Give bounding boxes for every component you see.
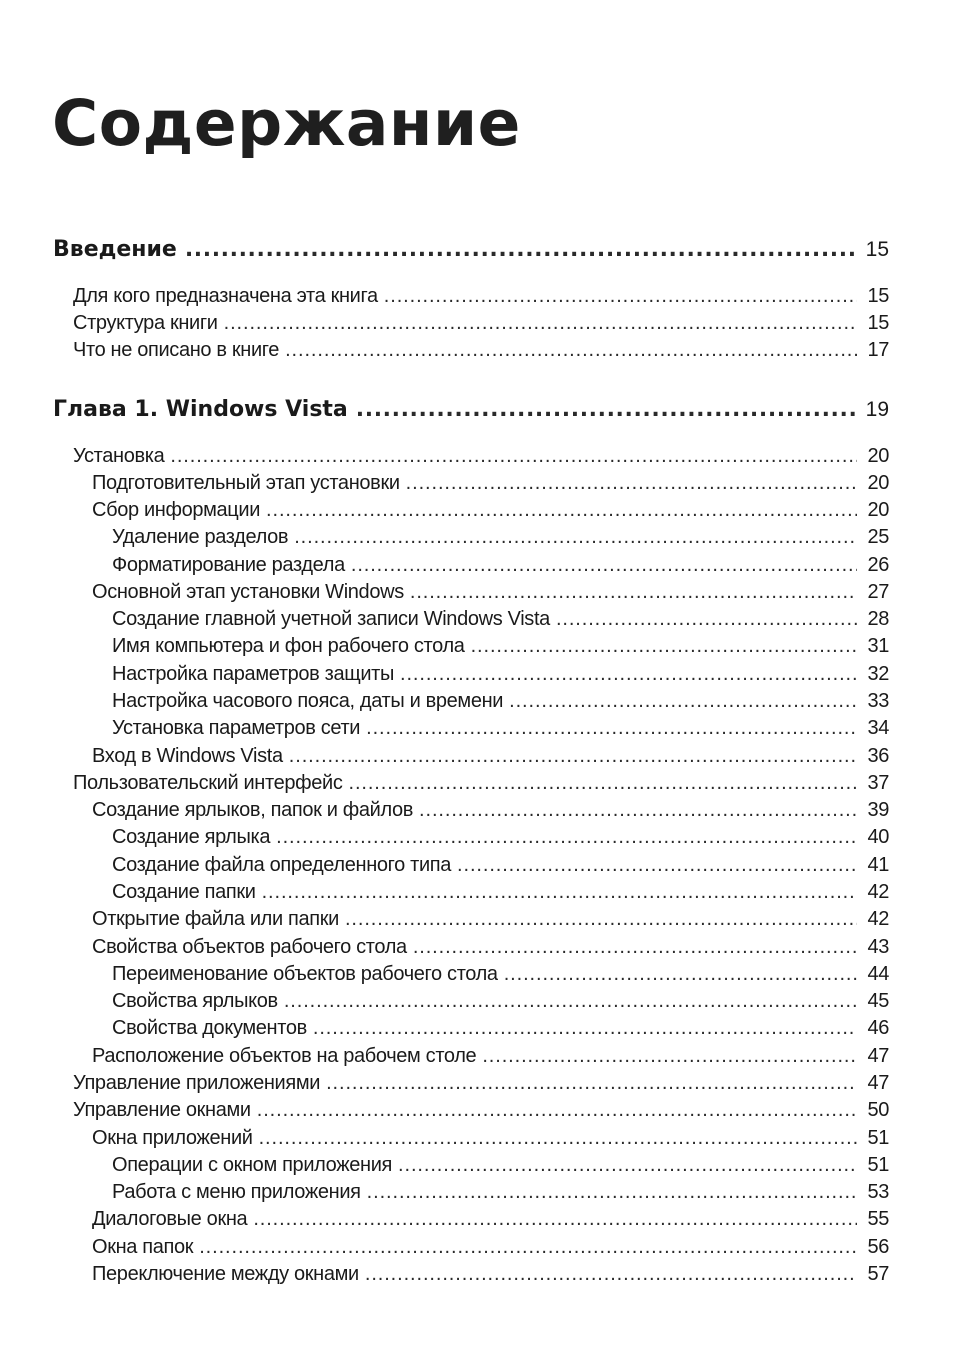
toc-leader-dots: [365, 1261, 857, 1287]
toc-leader-dots: [294, 524, 857, 550]
toc-leader-dots: [262, 879, 857, 905]
toc-section-entry[interactable]: [92, 1234, 889, 1260]
toc-page-number: 26: [867, 553, 889, 576]
toc-entry-label: Вход в Windows Vista: [92, 744, 283, 767]
toc-entry-label: Установка: [73, 444, 165, 467]
toc-entry-label: Структура книги: [73, 311, 218, 334]
toc-section-entry[interactable]: [112, 715, 889, 741]
toc-page-number: 41: [867, 853, 889, 876]
toc-section-entry[interactable]: [112, 552, 889, 578]
toc-section-entry[interactable]: [112, 1015, 889, 1041]
toc-page-number: 47: [867, 1044, 889, 1067]
toc-leader-dots: [259, 1125, 857, 1151]
toc-section-entry[interactable]: [73, 337, 889, 363]
toc-entry-label: Форматирование раздела: [112, 553, 345, 576]
toc-entry-label: Настройка часового пояса, даты и времени: [112, 690, 504, 713]
toc-section-entry[interactable]: [73, 1070, 889, 1096]
toc-entry-label: Диалоговые окна: [92, 1208, 248, 1231]
toc-section-entry[interactable]: [112, 633, 889, 659]
toc-leader-dots: [289, 743, 857, 769]
toc-leader-dots: [345, 906, 857, 932]
toc-page-number: 31: [867, 635, 889, 658]
toc-section-entry[interactable]: [112, 606, 889, 632]
toc-entry-label: Подготовительный этап установки: [92, 471, 400, 494]
toc-leader-dots: [257, 1097, 857, 1123]
toc-section-entry[interactable]: [73, 283, 889, 309]
toc-entry-label: Пользовательский интерфейс: [73, 771, 343, 794]
toc-entry-label: Установка параметров сети: [112, 717, 361, 740]
toc-page-number: 34: [867, 717, 889, 740]
toc-section-entry[interactable]: [112, 824, 889, 850]
toc-page-number: 42: [867, 908, 889, 931]
toc-entry-label: Управление приложениями: [73, 1071, 321, 1094]
toc-section-entry[interactable]: [112, 661, 889, 687]
toc-leader-dots: [406, 470, 857, 496]
toc-page-number: 37: [867, 771, 889, 794]
toc-section-entry[interactable]: [112, 879, 889, 905]
toc-leader-dots: [313, 1015, 857, 1041]
toc-entry-label: Настройка параметров защиты: [112, 662, 395, 685]
toc-entry-label: Переключение между окнами: [92, 1262, 359, 1285]
toc-leader-dots: [285, 337, 857, 363]
toc-section-entry[interactable]: [92, 743, 889, 769]
toc-section-entry[interactable]: [112, 524, 889, 550]
toc-section-entry[interactable]: [112, 1179, 889, 1205]
toc-page-number: 28: [867, 608, 889, 631]
toc-section-entry[interactable]: [92, 1261, 889, 1287]
toc-page-number: 39: [867, 799, 889, 822]
toc-entry-label: Глава 1. Windows Vista: [53, 397, 348, 422]
toc-leader-dots: [509, 688, 857, 714]
toc-leader-dots: [224, 310, 857, 336]
toc-chapter-entry[interactable]: [53, 396, 889, 424]
toc-page-number: 43: [867, 935, 889, 958]
toc-leader-dots: [356, 396, 857, 424]
toc-entry-label: Окна папок: [92, 1235, 194, 1258]
toc-page-number: 20: [867, 444, 889, 467]
toc-page-number: 55: [867, 1208, 889, 1231]
toc-section-entry[interactable]: [92, 579, 889, 605]
toc-page-number: 47: [867, 1071, 889, 1094]
toc-section-entry[interactable]: [92, 934, 889, 960]
toc-page-number: 45: [867, 990, 889, 1013]
toc-leader-dots: [366, 715, 857, 741]
toc-leader-dots: [400, 661, 857, 687]
toc-section-entry[interactable]: [112, 852, 889, 878]
toc-leader-dots: [276, 824, 857, 850]
toc-section-entry[interactable]: [73, 443, 889, 469]
toc-page-number: 36: [867, 744, 889, 767]
toc-leader-dots: [410, 579, 857, 605]
toc-leader-dots: [185, 236, 857, 264]
toc-page-number: 44: [867, 962, 889, 985]
toc-entry-label: Работа с меню приложения: [112, 1181, 361, 1204]
toc-page-number: 32: [867, 662, 889, 685]
toc-page-number: 15: [867, 311, 889, 334]
toc-leader-dots: [504, 961, 857, 987]
toc-page-number: 42: [867, 880, 889, 903]
toc-leader-dots: [266, 497, 857, 523]
toc-page-number: 27: [867, 580, 889, 603]
toc-page-number: 50: [867, 1099, 889, 1122]
toc-entry-label: Создание главной учетной записи Windows Vista: [112, 608, 550, 631]
toc-leader-dots: [284, 988, 857, 1014]
toc-entry-label: Свойства ярлыков: [112, 990, 278, 1013]
toc-entry-label: Открытие файла или папки: [92, 908, 339, 931]
toc-entry-label: Свойства объектов рабочего стола: [92, 935, 407, 958]
toc-page-number: 46: [867, 1017, 889, 1040]
toc-entry-label: Операции с окном приложения: [112, 1153, 393, 1176]
toc-page-number: 33: [867, 690, 889, 713]
toc-leader-dots: [253, 1206, 857, 1232]
toc-entry-label: Окна приложений: [92, 1126, 253, 1149]
toc-entry-label: Управление окнами: [73, 1099, 251, 1122]
toc-section-entry[interactable]: [112, 988, 889, 1014]
toc-section-entry[interactable]: [92, 797, 889, 823]
toc-entry-label: Создание ярлыка: [112, 826, 271, 849]
toc-leader-dots: [556, 606, 857, 632]
toc-page-number: 25: [867, 526, 889, 549]
toc-page-number: 17: [867, 339, 889, 362]
toc-entry-label: Сбор информации: [92, 499, 261, 522]
toc-section-entry[interactable]: [92, 1043, 889, 1069]
toc-section-entry[interactable]: [92, 1206, 889, 1232]
toc-leader-dots: [326, 1070, 857, 1096]
toc-entry-label: Создание файла определенного типа: [112, 853, 452, 876]
toc-entry-label: Удаление разделов: [112, 526, 289, 549]
toc-page-number: 51: [867, 1153, 889, 1176]
toc-page-number: 20: [867, 499, 889, 522]
toc-page-number: 40: [867, 826, 889, 849]
toc-leader-dots: [482, 1043, 857, 1069]
toc-leader-dots: [419, 797, 857, 823]
toc-page-number: 53: [867, 1181, 889, 1204]
toc-leader-dots: [471, 633, 857, 659]
toc-leader-dots: [457, 852, 857, 878]
toc-leader-dots: [170, 443, 857, 469]
toc-section-entry[interactable]: [112, 1152, 889, 1178]
toc-page-number: 19: [865, 398, 889, 421]
toc-leader-dots: [413, 934, 857, 960]
toc-page-number: 51: [867, 1126, 889, 1149]
toc-page-number: 15: [865, 238, 889, 261]
toc-section-entry[interactable]: [73, 310, 889, 336]
toc-entry-label: Создание ярлыков, папок и файлов: [92, 799, 414, 822]
toc-leader-dots: [367, 1179, 857, 1205]
toc-chapter-entry[interactable]: [53, 236, 889, 264]
toc-leader-dots: [398, 1152, 857, 1178]
toc-leader-dots: [351, 552, 857, 578]
toc-leader-dots: [199, 1234, 857, 1260]
toc-entry-label: Введение: [53, 237, 177, 262]
toc-section-entry[interactable]: [73, 770, 889, 796]
toc-entry-label: Имя компьютера и фон рабочего стола: [112, 635, 465, 658]
toc-section-entry[interactable]: [92, 497, 889, 523]
toc-page-number: 56: [867, 1235, 889, 1258]
toc-entry-label: Создание папки: [112, 880, 256, 903]
toc-page-number: 20: [867, 471, 889, 494]
toc-entry-label: Основной этап установки Windows: [92, 580, 404, 603]
toc-section-entry[interactable]: [92, 906, 889, 932]
toc-section-entry[interactable]: [92, 470, 889, 496]
toc-section-entry[interactable]: [73, 1097, 889, 1123]
toc-section-entry[interactable]: [112, 688, 889, 714]
page-title: Содержание: [52, 87, 521, 160]
toc-section-entry[interactable]: [112, 961, 889, 987]
toc-page-number: 15: [867, 284, 889, 307]
toc-entry-label: Свойства документов: [112, 1017, 307, 1040]
toc-leader-dots: [384, 283, 857, 309]
toc-leader-dots: [348, 770, 857, 796]
toc-entry-label: Переименование объектов рабочего стола: [112, 962, 498, 985]
toc-section-entry[interactable]: [92, 1125, 889, 1151]
toc-page-number: 57: [867, 1262, 889, 1285]
toc-entry-label: Что не описано в книге: [73, 339, 280, 362]
toc-entry-label: Для кого предназначена эта книга: [73, 284, 378, 307]
toc-entry-label: Расположение объектов на рабочем столе: [92, 1044, 477, 1067]
